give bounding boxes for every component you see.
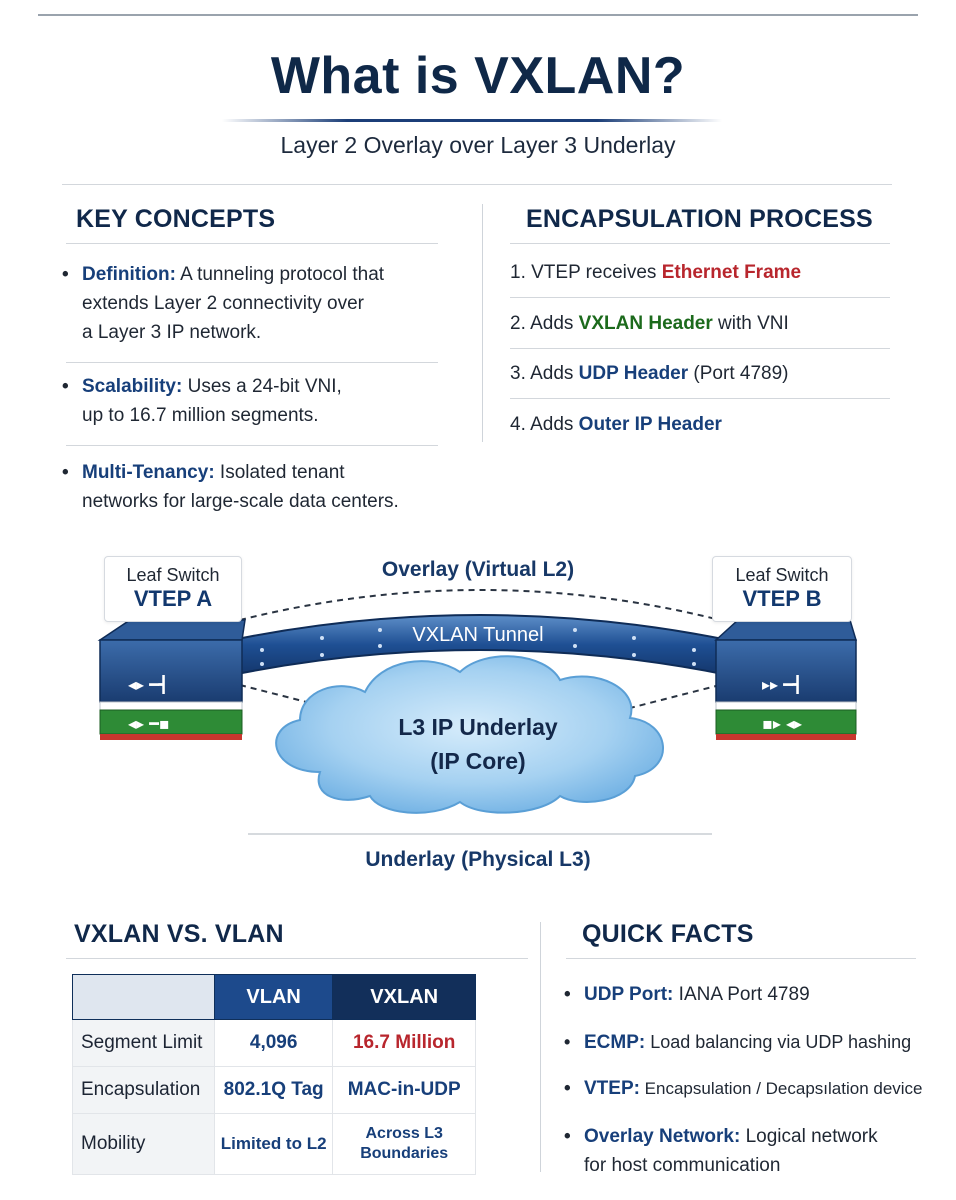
top-rule xyxy=(38,14,918,16)
vtep-a-role: Leaf Switch xyxy=(126,565,220,585)
table-row xyxy=(73,1114,476,1175)
overlay-label: Overlay (Virtual L2) xyxy=(381,558,575,581)
fact-term: ECMP: xyxy=(584,1032,646,1053)
step-text: (Port 4789) xyxy=(688,363,789,384)
encapsulation-heading: ENCAPSULATION PROCESS xyxy=(526,205,873,233)
table-header-row xyxy=(73,975,476,1020)
vtep-a-name: VTEP A xyxy=(133,586,213,611)
svg-text:◂▸ ━▪: ◂▸ ━▪ xyxy=(128,714,170,733)
encap-step xyxy=(510,359,788,388)
concept-divider xyxy=(66,445,438,446)
step-text: 1. VTEP receives xyxy=(510,262,662,283)
encap-step xyxy=(510,309,789,338)
step-text: 3. Adds xyxy=(510,363,579,384)
table-row xyxy=(73,1067,476,1114)
bullet-dot: • xyxy=(564,984,571,1005)
vlan-value: Limited to L2 xyxy=(214,1114,332,1175)
comparison-table xyxy=(72,974,476,1175)
underlay-link-right xyxy=(630,685,720,708)
bottom-column-divider xyxy=(540,922,541,1172)
encap-step xyxy=(510,258,801,287)
concept-text: A tunneling protocol that xyxy=(175,264,385,285)
concept-text: Uses a 24-bit VNI, xyxy=(182,376,342,397)
concept-text: up to 16.7 million segments. xyxy=(82,405,319,426)
column-header-vlan: VLAN xyxy=(214,975,332,1020)
bullet-dot: • xyxy=(564,1078,571,1099)
fact-text: Encapsulation / Decapsılation device xyxy=(639,1079,923,1098)
svg-text:▸▸ ━┫: ▸▸ ━┫ xyxy=(762,675,803,694)
concept-text: Isolated tenant xyxy=(214,462,345,483)
step-key: UDP Header xyxy=(578,363,689,384)
concept-text: extends Layer 2 connectivity over xyxy=(82,293,364,314)
vxlan-value xyxy=(333,1114,476,1175)
fact-udp-port xyxy=(564,980,924,1009)
step-text: with VNI xyxy=(712,313,789,334)
bullet-dot: • xyxy=(564,1126,571,1147)
concept-text: networks for large-scale data centers. xyxy=(82,491,399,512)
fact-text: IANA Port 4789 xyxy=(673,984,810,1005)
concept-term: Scalability: xyxy=(82,376,183,397)
fact-term: Overlay Network: xyxy=(584,1126,741,1147)
quick-facts-rule xyxy=(566,958,916,959)
table-row xyxy=(73,1020,476,1067)
svg-text:▪▸ ◂▸: ▪▸ ◂▸ xyxy=(762,714,803,733)
bullet-dot: • xyxy=(62,376,69,397)
fact-vtep xyxy=(564,1074,944,1103)
encapsulation-rule xyxy=(510,243,890,244)
comparison-rule xyxy=(66,958,528,959)
row-label: Segment Limit xyxy=(73,1020,215,1067)
key-concepts-heading: KEY CONCEPTS xyxy=(76,205,276,233)
concept-divider xyxy=(66,362,438,363)
fact-term: UDP Port: xyxy=(584,984,674,1005)
vtep-b-role: Leaf Switch xyxy=(735,565,829,585)
table-corner xyxy=(73,975,215,1020)
vxlan-value-line: Boundaries xyxy=(360,1145,449,1162)
step-divider xyxy=(510,297,890,298)
step-divider xyxy=(510,348,890,349)
underlay-label: Underlay (Physical L3) xyxy=(365,848,591,871)
fact-term: VTEP: xyxy=(584,1078,640,1099)
bullet-dot: • xyxy=(62,264,69,285)
svg-text:◂▸ ━┫: ◂▸ ━┫ xyxy=(128,675,169,694)
concept-definition xyxy=(62,260,462,347)
quick-facts-heading: QUICK FACTS xyxy=(582,920,754,948)
fact-ecmp xyxy=(564,1028,944,1057)
column-header-vxlan: VXLAN xyxy=(333,975,476,1020)
fact-text: Logical network xyxy=(740,1126,878,1147)
bullet-dot: • xyxy=(564,1032,571,1052)
cloud-label-line1: L3 IP Underlay xyxy=(398,714,558,740)
vxlan-value: MAC-in-UDP xyxy=(333,1067,476,1114)
title-underline xyxy=(222,119,722,122)
cloud-label-line2: (IP Core) xyxy=(430,748,526,774)
step-divider xyxy=(510,398,890,399)
step-text: 2. Adds xyxy=(510,313,579,334)
step-key: Outer IP Header xyxy=(578,414,722,435)
concept-text: a Layer 3 IP network. xyxy=(82,322,262,343)
row-label: Mobility xyxy=(73,1114,215,1175)
concept-multi-tenancy xyxy=(62,458,482,516)
header-divider xyxy=(62,184,892,185)
encap-step xyxy=(510,410,722,439)
column-divider xyxy=(482,204,483,442)
key-concepts-rule xyxy=(66,243,438,244)
step-key: Ethernet Frame xyxy=(661,262,802,283)
page-subtitle: Layer 2 Overlay over Layer 3 Underlay xyxy=(280,132,676,158)
row-label: Encapsulation xyxy=(73,1067,215,1114)
step-key: VXLAN Header xyxy=(578,313,713,334)
fact-text: Load balancing via UDP hashing xyxy=(645,1032,912,1052)
page-title: What is VXLAN? xyxy=(270,47,686,105)
fact-overlay-network xyxy=(564,1122,944,1180)
vlan-value: 4,096 xyxy=(214,1020,332,1067)
vxlan-value: 16.7 Million xyxy=(333,1020,476,1067)
concept-scalability xyxy=(62,372,462,430)
fact-text: for host communication xyxy=(584,1155,781,1176)
step-text: 4. Adds xyxy=(510,414,579,435)
vlan-value: 802.1Q Tag xyxy=(214,1067,332,1114)
vtep-b-name: VTEP B xyxy=(742,586,822,611)
tunnel-label: VXLAN Tunnel xyxy=(412,624,544,646)
vxlan-value-line: Across L3 xyxy=(365,1125,443,1142)
concept-term: Definition: xyxy=(82,264,176,285)
concept-term: Multi-Tenancy: xyxy=(82,462,215,483)
comparison-heading: VXLAN VS. VLAN xyxy=(74,920,284,948)
bullet-dot: • xyxy=(62,462,69,483)
